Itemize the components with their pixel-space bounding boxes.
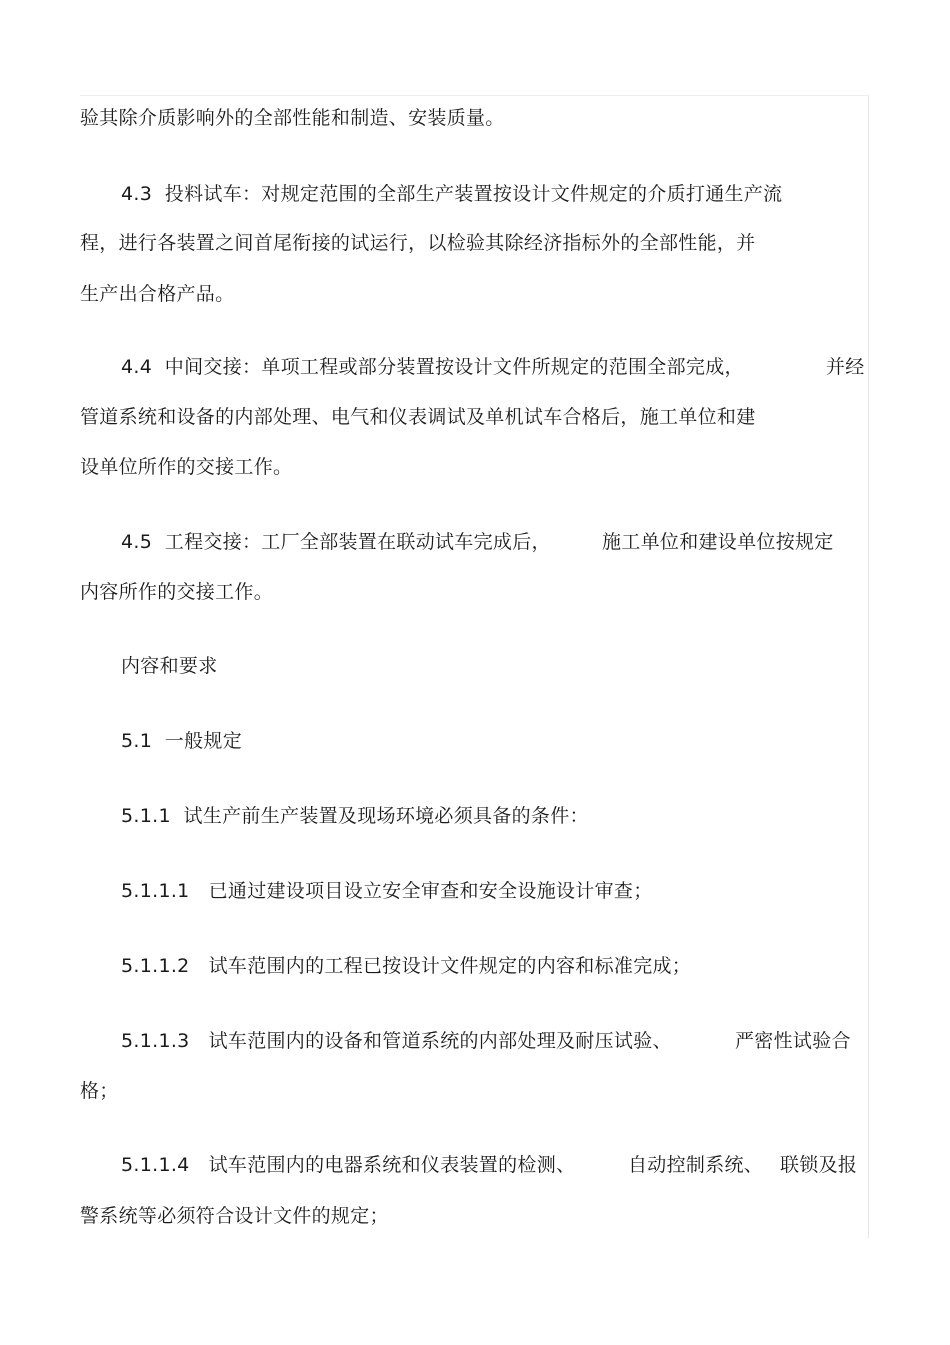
clause-5-1-1-3: 5.1.1.3 试车范围内的设备和管道系统的内部处理及耐压试验、 (121, 1030, 672, 1052)
text-line-6: 管道系统和设备的内部处理、电气和仪表调试及单机试车合格后，施工单位和建 (80, 406, 756, 428)
clause-5-1-1-4-b: 自动控制系统、 (628, 1154, 764, 1176)
text-line-5b: 并经 (826, 356, 865, 378)
text-line-8b: 施工单位和建设单位按规定 (602, 531, 834, 553)
text-line-2: 4.3 投料试车：对规定范围的全部生产装置按设计文件规定的介质打通生产流 (121, 183, 783, 205)
section-heading: 内容和要求 (121, 655, 218, 677)
clause-5-1: 5.1 一般规定 (121, 730, 242, 752)
clause-5-1-1-3-cont: 格； (80, 1080, 119, 1102)
clause-5-1-1-4-c: 联锁及报 (780, 1154, 858, 1176)
clause-5-1-1-3-b: 严密性试验合 (735, 1030, 851, 1052)
clause-5-1-1-2: 5.1.1.2 试车范围内的工程已按设计文件规定的内容和标准完成； (121, 955, 692, 977)
clause-5-1-1-4-cont: 警系统等必须符合设计文件的规定； (80, 1205, 389, 1227)
clause-5-1-1-4: 5.1.1.4 试车范围内的电器系统和仪表装置的检测、 (121, 1154, 576, 1176)
text-line-1: 验其除介质影响外的全部性能和制造、安装质量。 (80, 107, 505, 129)
text-line-5: 4.4 中间交接：单项工程或部分装置按设计文件所规定的范围全部完成， (121, 356, 744, 378)
clause-5-1-1-1: 5.1.1.1 已通过建设项目设立安全审查和安全设施设计审查； (121, 880, 653, 902)
text-line-8: 4.5 工程交接：工厂全部装置在联动试车完成后， (121, 531, 551, 553)
text-line-9: 内容所作的交接工作。 (80, 581, 274, 603)
text-line-3: 程，进行各装置之间首尾衔接的试运行，以检验其除经济指标外的全部性能，并 (80, 232, 756, 254)
clause-5-1-1: 5.1.1 试生产前生产装置及现场环境必须具备的条件： (121, 805, 589, 827)
text-line-4: 生产出合格产品。 (80, 283, 235, 305)
text-line-7: 设单位所作的交接工作。 (80, 456, 293, 478)
